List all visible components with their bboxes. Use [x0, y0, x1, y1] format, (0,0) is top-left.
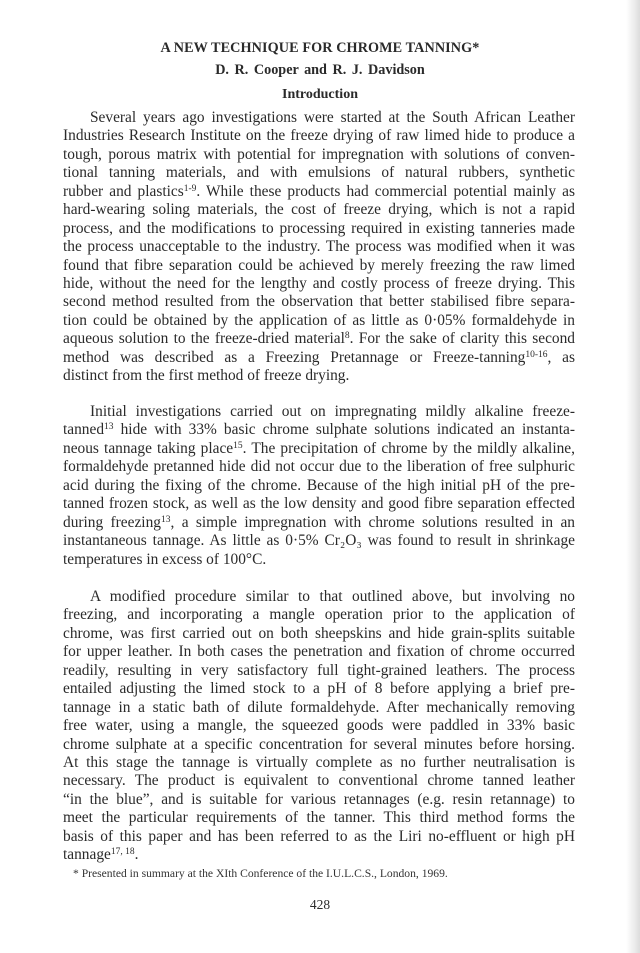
- citation-superscript: 17, 18: [110, 847, 135, 858]
- text-line: Industries Research Institute on the freeze drying of raw limed hide to produce a: [63, 127, 575, 145]
- text-line: tional tanning materials, and with emulsions of natural rubbers, synthetic: [63, 164, 575, 182]
- paragraph-1: [63, 109, 575, 386]
- text-line: acid during the fixing of the chrome. Because of the high initial pH of the pre-: [63, 476, 575, 494]
- text-line: distinct from the first method of freeze drying.: [63, 367, 350, 385]
- text-line: Several years ago investigations were started at the South African Leather: [90, 109, 575, 126]
- text-line: At this stage the tannage is virtually complete as no further neutralisation is: [63, 753, 575, 771]
- text-line: entailed adjusting the limed stock to a pH of 8 before applying a brief pre-: [63, 680, 575, 698]
- text-line: Initial investigations carried out on impregnating mildly alkaline freeze-: [90, 403, 575, 420]
- text-line: hide, without the need for the lengthy and costly process of freeze drying. This: [63, 274, 575, 292]
- citation-superscript: 15: [233, 440, 243, 451]
- text-line: the process unacceptable to the industry. The process was modified when it was: [63, 238, 575, 256]
- text-line: tanned frozen stock, as well as the low density and good fibre separation effected: [63, 495, 575, 513]
- text-line: tannage in a static bath of dilute formaldehyde. After mechanically removing: [63, 698, 575, 716]
- text-line: necessary. The product is equivalent to conventional chrome tanned leather: [63, 772, 575, 790]
- text-line: temperatures in excess of 100°C.: [63, 550, 267, 568]
- paragraph-3: [63, 588, 575, 865]
- text-line: neous tannage taking place$^{15}$. The precipitation of chrome by the mildly alkaline,: [63, 439, 575, 457]
- text-line: instantaneous tannage. As little as 0·5% Cr₂O₃ was found to result in shrinkage: [63, 532, 575, 550]
- text-line: freezing, and incorporating a mangle operation prior to the application of: [63, 606, 575, 624]
- text-line: process, and the modifications to processing required in existing tanneries made: [63, 219, 575, 237]
- text-line: chrome, was first carried out on both sheepskins and hide grain-splits suitable: [63, 624, 575, 642]
- text-line: aqueous solution to the freeze-dried material$^8$. For the sake of clarity this second: [63, 330, 575, 348]
- text-line: tannage$^{17, 18}$.: [63, 846, 139, 864]
- citation-superscript: 1-9: [183, 183, 197, 194]
- text-line: meet the particular requirements of the tanner. This third method forms the: [63, 809, 575, 827]
- text-line: readily, resulting in very satisfactory full tight-grained leathers. The process: [63, 661, 575, 679]
- paper-title: A NEW TECHNIQUE FOR CHROME TANNING*: [160, 40, 480, 56]
- text-line: tion could be obtained by the application of as little as 0·05% formaldehyde in: [63, 311, 575, 329]
- text-line: free water, using a mangle, the squeezed goods were paddled in 33% basic: [63, 717, 575, 735]
- text-line: A modified procedure similar to that outlined above, but involving no: [90, 588, 575, 605]
- page-edge-shadow: [626, 0, 640, 953]
- citation-superscript: 13: [160, 514, 171, 525]
- text-line: chrome sulphate at a specific concentration for several minutes before horsing.: [63, 735, 575, 753]
- citation-superscript: 13: [104, 422, 114, 433]
- text-line: found that fibre separation could be achieved by merely freezing the raw limed: [63, 256, 575, 274]
- text-line: for upper leather. In both cases the penetration and fixation of chrome occurred: [63, 643, 575, 661]
- text-line: formaldehyde pretanned hide did not occur due to the liberation of free sulphuric: [63, 458, 575, 476]
- text-line: method was described as a Freezing Pretannage or Freeze-tanning$^{10-16}$, as: [63, 348, 575, 366]
- text-line: hard-wearing soling materials, the cost of freeze drying, which is not a rapid: [63, 201, 575, 219]
- text-line: basis of this paper and has been referred to as the Liri no-effluent or high pH: [63, 827, 575, 845]
- text-line: during freezing$^{13}$, a simple impregnation with chrome solutions resulted in an: [63, 513, 575, 531]
- paper-authors: D. R. Cooper and R. J. Davidson: [215, 62, 425, 78]
- text-line: “in the blue”, and is suitable for various retannages (e.g. resin retannage) to: [63, 790, 575, 808]
- citation-superscript: 10-16: [525, 349, 548, 360]
- paragraph-2: [63, 403, 575, 569]
- citation-superscript: 8: [344, 331, 350, 342]
- text-line: tough, porous matrix with potential for impregnation with solutions of conven-: [63, 145, 575, 163]
- text-line: rubber and plastics$^{1-9}$. While these products had commercial potential mainly as: [63, 182, 575, 200]
- text-line: tanned$^{13}$ hide with 33% basic chrome sulphate solutions indicated an instanta-: [63, 421, 575, 439]
- section-heading-introduction: Introduction: [282, 87, 358, 102]
- footnote: * Presented in summary at the XIth Conference of the I.U.L.C.S., London, 1969.: [73, 867, 448, 880]
- text-line: second method resulted from the observation that better stabilised fibre separa-: [63, 293, 575, 311]
- page-number: 428: [309, 897, 331, 912]
